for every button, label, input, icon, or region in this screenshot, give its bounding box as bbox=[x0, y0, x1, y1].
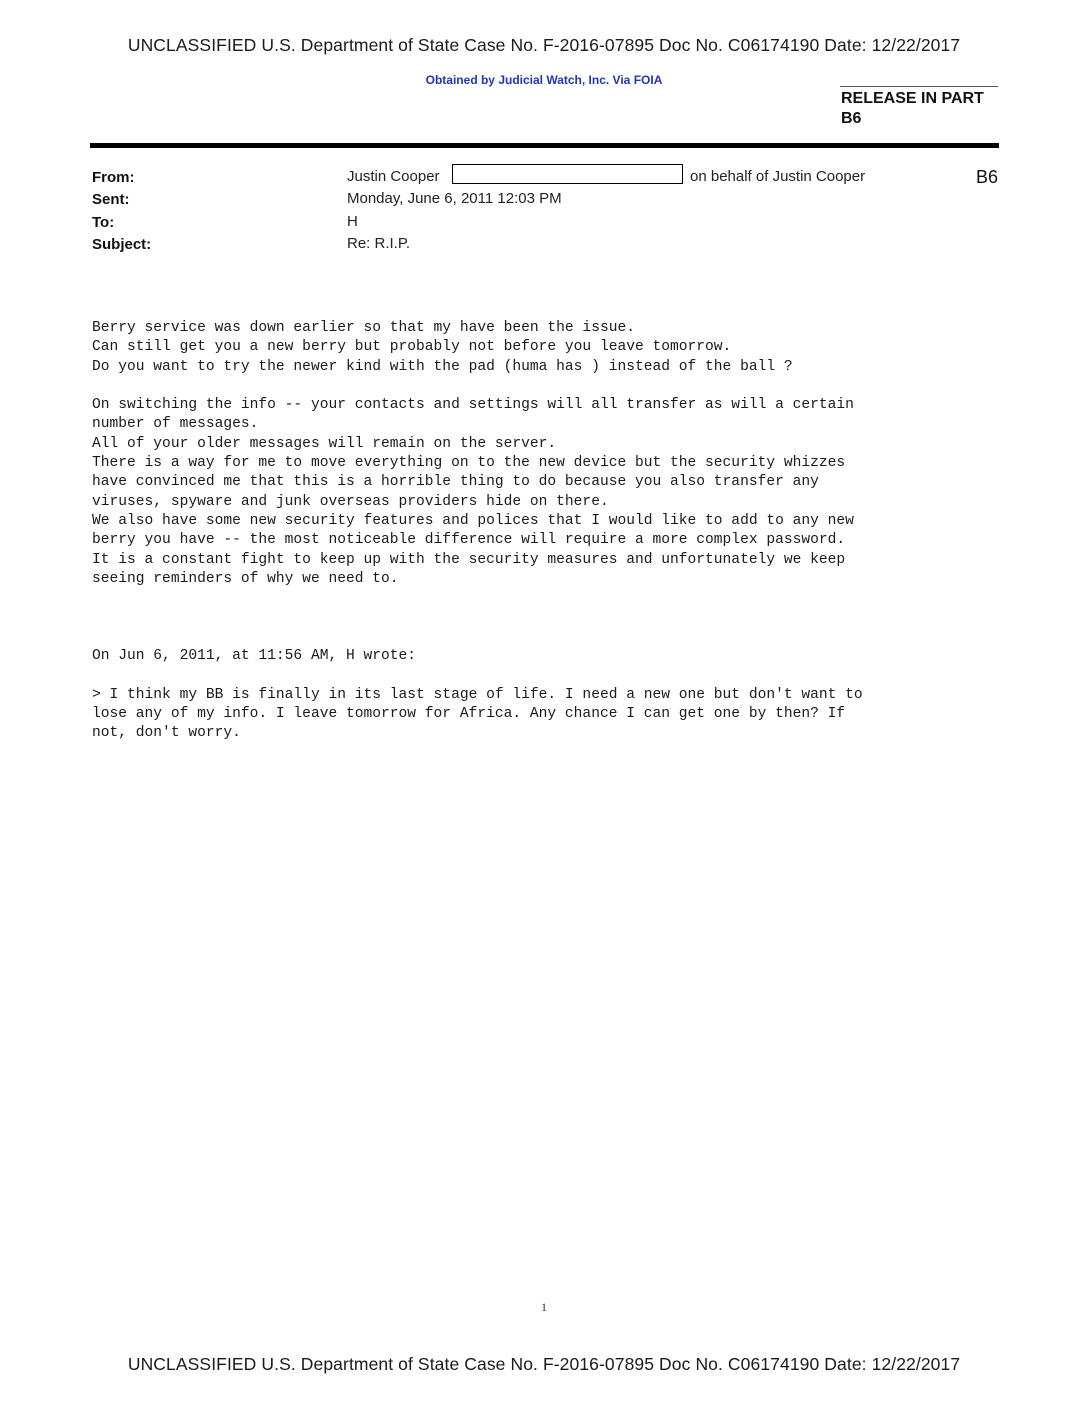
email-body-line bbox=[92, 666, 992, 685]
email-body-line: berry you have -- the most noticeable difference will require a more complex password. bbox=[92, 532, 846, 549]
email-body-line: On Jun 6, 2011, at 11:56 AM, H wrote: bbox=[92, 648, 417, 665]
from-name: Justin Cooper bbox=[347, 168, 440, 185]
from-label: From: bbox=[92, 169, 135, 186]
classification-banner-top: UNCLASSIFIED U.S. Department of State Case No. F-2016-07895 Doc No. C06174190 Date: 12/22/2017 bbox=[127, 35, 961, 55]
release-status bbox=[841, 89, 984, 129]
redacted-email-box bbox=[452, 164, 683, 184]
email-body-line: seeing reminders of why we need to. bbox=[92, 570, 399, 587]
email-body bbox=[92, 319, 992, 744]
email-body-line: There is a way for me to move everything on to the new device but the security whizzes bbox=[92, 455, 846, 472]
email-body-line bbox=[92, 589, 992, 608]
email-body-line: On switching the info -- your contacts and settings will all transfer as will a certain bbox=[92, 397, 854, 414]
release-divider bbox=[840, 86, 998, 87]
email-body-line: It is a constant fight to keep up with the security measures and unfortunately we keep bbox=[92, 551, 846, 568]
email-body-line: lose any of my info. I leave tomorrow for Africa. Any chance I can get one by then? If bbox=[92, 705, 846, 722]
sent-label: Sent: bbox=[92, 191, 130, 208]
release-status-line: RELEASE IN PART bbox=[841, 90, 984, 107]
email-body-line bbox=[92, 628, 992, 647]
email-body-line: All of your older messages will remain on the server. bbox=[92, 435, 557, 452]
email-body-line: have convinced me that this is a horrible thing to do because you also transfer any bbox=[92, 474, 819, 491]
redaction-code-marker: B6 bbox=[976, 167, 999, 187]
sent-value: Monday, June 6, 2011 12:03 PM bbox=[347, 190, 562, 207]
email-body-line: Do you want to try the newer kind with the pad (huma has ) instead of the ball ? bbox=[92, 358, 793, 375]
subject-value: Re: R.I.P. bbox=[347, 235, 411, 252]
email-body-line: Berry service was down earlier so that my have been the issue. bbox=[92, 320, 635, 336]
page-number: 1 bbox=[541, 1300, 547, 1314]
from-on-behalf: on behalf of Justin Cooper bbox=[690, 168, 866, 185]
email-body-line: > I think my BB is finally in its last stage of life. I need a new one but don't want to bbox=[92, 686, 863, 703]
to-label: To: bbox=[92, 214, 115, 231]
classification-banner-bottom: UNCLASSIFIED U.S. Department of State Case No. F-2016-07895 Doc No. C06174190 Date: 12/22/2017 bbox=[127, 1354, 961, 1374]
email-body-line bbox=[92, 377, 992, 396]
to-value: H bbox=[347, 213, 358, 230]
email-body-line: not, don't worry. bbox=[92, 725, 241, 742]
email-body-line: viruses, spyware and junk overseas providers hide on there. bbox=[92, 493, 609, 510]
release-exemption-code: B6 bbox=[841, 110, 862, 127]
foia-source-note: Obtained by Judicial Watch, Inc. Via FOIA bbox=[425, 73, 663, 87]
email-body-line: We also have some new security features and polices that I would like to add to any new bbox=[92, 512, 854, 529]
email-body-line: number of messages. bbox=[92, 416, 259, 433]
subject-label: Subject: bbox=[92, 236, 152, 253]
email-body-line: Can still get you a new berry but probably not before you leave tomorrow. bbox=[92, 339, 732, 356]
email-body-line bbox=[92, 608, 992, 627]
header-rule bbox=[90, 143, 999, 148]
